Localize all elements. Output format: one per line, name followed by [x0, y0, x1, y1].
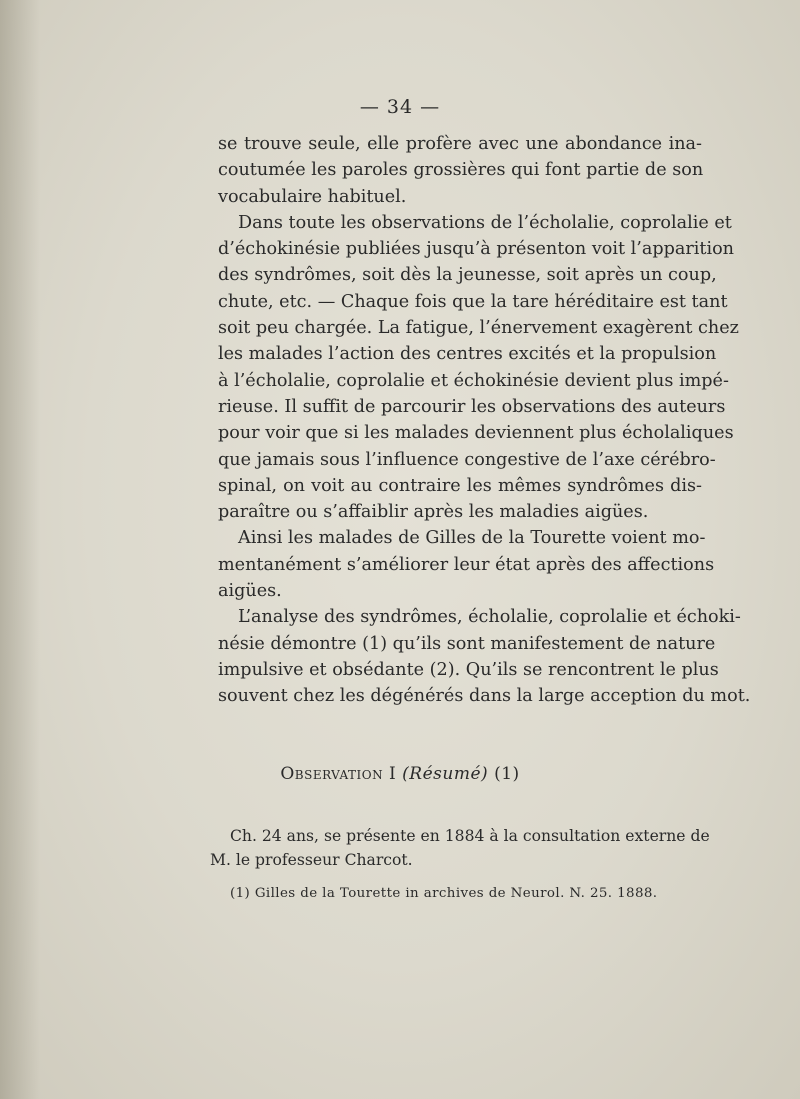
- text-line: souvent chez les dégénérés dans la large acception du mot.: [218, 686, 751, 707]
- text-line: pour voir que si les malades deviennent plus écholaliques: [218, 423, 734, 444]
- case-line: Ch. 24 ans, se présente en 1884 à la consultation externe de: [230, 827, 710, 845]
- text-line: impulsive et obsédante (2). Qu’ils se rencontrent le plus: [218, 659, 719, 680]
- page-number: — 34 —: [359, 96, 441, 118]
- text-line: rieuse. Il suffit de parcourir les observations des auteurs: [218, 396, 726, 417]
- heading-numeral: I: [389, 764, 397, 784]
- text-line: coutumée les paroles grossières qui font partie de son: [218, 160, 704, 181]
- text-line: à l’écholalie, coprolalie et échokinésie devient plus impé-: [218, 370, 729, 391]
- heading-note: (1): [494, 764, 520, 784]
- text-line: aigües.: [218, 581, 282, 602]
- text-line: Ainsi les malades de Gilles de la Tourette voient mo-: [238, 528, 706, 549]
- text-line: nésie démontre (1) qu’ils sont manifestement de nature: [218, 633, 716, 654]
- text-line: se trouve seule, elle profère avec une abondance ina-: [218, 134, 702, 154]
- text-line: mentanément s’améliorer leur état après des affections: [218, 554, 715, 575]
- text-line: vocabulaire habituel.: [218, 186, 407, 207]
- text-line: L’analyse des syndrômes, écholalie, coprolalie et échoki-: [238, 607, 741, 628]
- text-line: que jamais sous l’influence congestive de l’axe cérébro-: [218, 449, 716, 470]
- observation-heading: [0, 764, 800, 784]
- text-line: Dans toute les observations de l’écholalie, coprolalie et: [238, 212, 732, 233]
- case-text: [210, 824, 710, 872]
- text-line: les malades l’action des centres excités et la propulsion: [218, 344, 717, 365]
- text-line: spinal, on voit au contraire les mêmes syndrômes dis-: [218, 475, 702, 496]
- text-line: paraître ou s’affaiblir après les maladies aigües.: [218, 502, 649, 523]
- text-line: d’échokinésie publiées jusqu’à présenton voit l’apparition: [218, 239, 735, 260]
- text-line: chute, etc. — Chaque fois que la tare héréditaire est tant: [218, 291, 728, 312]
- footnote: (1) Gilles de la Tourette in archives de Neurol. N. 25. 1888.: [230, 886, 658, 901]
- text-line: des syndrômes, soit dès la jeunesse, soit après un coup,: [218, 265, 717, 286]
- case-line: M. le professeur Charcot.: [210, 851, 413, 869]
- text-line: soit peu chargée. La fatigue, l’énervement exagèrent chez: [218, 318, 739, 339]
- heading-word: Observation: [280, 764, 384, 784]
- heading-subtitle: (Résumé): [402, 764, 489, 784]
- body-text: [218, 131, 751, 710]
